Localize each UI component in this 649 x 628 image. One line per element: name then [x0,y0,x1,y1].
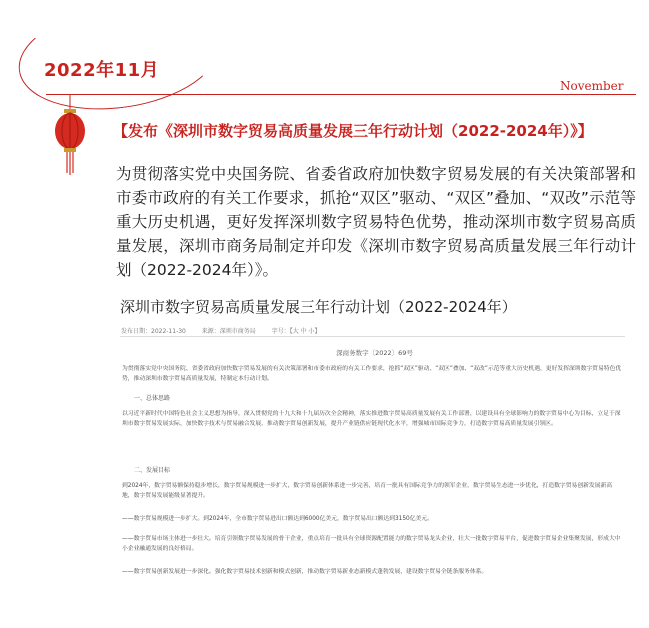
document-screenshot [112,282,637,622]
article-headline: 【发布《深圳市数字贸易高质量发展三年行动计划（2022-2024年）》】 [113,122,593,140]
document-para-2: 到2024年，数字贸易额保持稳步增长，数字贸易规模进一步扩大，数字贸易创新体系进一步完善，培育一批具有国际竞争力的领军企业，数字贸易生态进一步优化，打造数字贸易创新发展新高地，数字贸易发展能级显著提升。 [122,483,613,499]
document-meta [121,326,335,335]
article-body: 为贯彻落实党中央国务院、省委省政府加快数字贸易发展的有关决策部署和市委市政府的有关工作要求，抓抢“双区”驱动、“双区”叠加、“双改”示范等重大历史机遇，更好发挥深圳数字贸易特色优势，推动深圳市数字贸易高质量发展，深圳市商务局制定并印发《深圳市数字贸易高质量发展三年行动计划（2022-2024年）》。 [116,165,636,279]
document-title: 深圳市数字贸易高质量发展三年行动计划（2022-2024年） [120,298,517,316]
document-number: 深商务数字〔2022〕69号 [336,349,413,357]
document-item-1: ——数字贸易规模进一步扩大。到2024年，全市数字贸易进出口额达到6000亿美元，数字贸易出口额达到3150亿美元。 [122,516,433,522]
source: 来源：深圳市商务局 [201,328,256,335]
lantern-icon [50,95,90,195]
document-para-1: 以习近平新时代中国特色社会主义思想为指导，深入贯彻党的十九大和十九届历次全会精神，落实推进数字贸易高质量发展有关工作部署，以建设具有全球影响力的数字贸易中心为目标，立足于深圳市数字贸易发展实际，加快数字技术与贸易融合发展，推动数字贸易创新发展，提升产业链供应链现代化水平，增强城市国际竞争力，打造数字贸易高质量发展引领区。 [122,411,621,427]
font-size-control[interactable]: 字号：【大 中 小】 [271,328,321,335]
document-intro: 为贯彻落实党中央国务院、省委省政府加快数字贸易发展的有关决策部署和市委市政府的有关工作要求，抢抓“双区”驱动、“双区”叠加、“双改”示范等重大历史机遇，更好发挥深圳数字贸易特色优势，推动深圳市数字贸易高质量发展，特制定本行动计划。 [122,366,622,382]
document-item-3: ——数字贸易创新发展进一步深化。强化数字贸易技术创新和模式创新，推动数字贸易新业态新模式蓬勃发展，建设数字贸易全链条服务体系。 [122,569,488,575]
month-label: 2022年11月 [44,60,160,81]
header-rule [46,94,636,95]
section-heading-1: 一、总体思路 [134,395,171,402]
document-divider [120,336,625,337]
document-item-2: ——数字贸易市场主体进一步壮大。培育引领数字贸易发展的骨干企业，重点培育一批具有全球资源配置能力的数字贸易龙头企业，壮大一批数字贸易平台，促进数字贸易企业集聚发展，形成大中小企业融通发展的良好格局。 [122,536,621,552]
section-heading-2: 二、发展目标 [134,467,171,474]
publish-date: 发布日期：2022-11-30 [121,328,186,335]
month-english: November [560,79,624,93]
